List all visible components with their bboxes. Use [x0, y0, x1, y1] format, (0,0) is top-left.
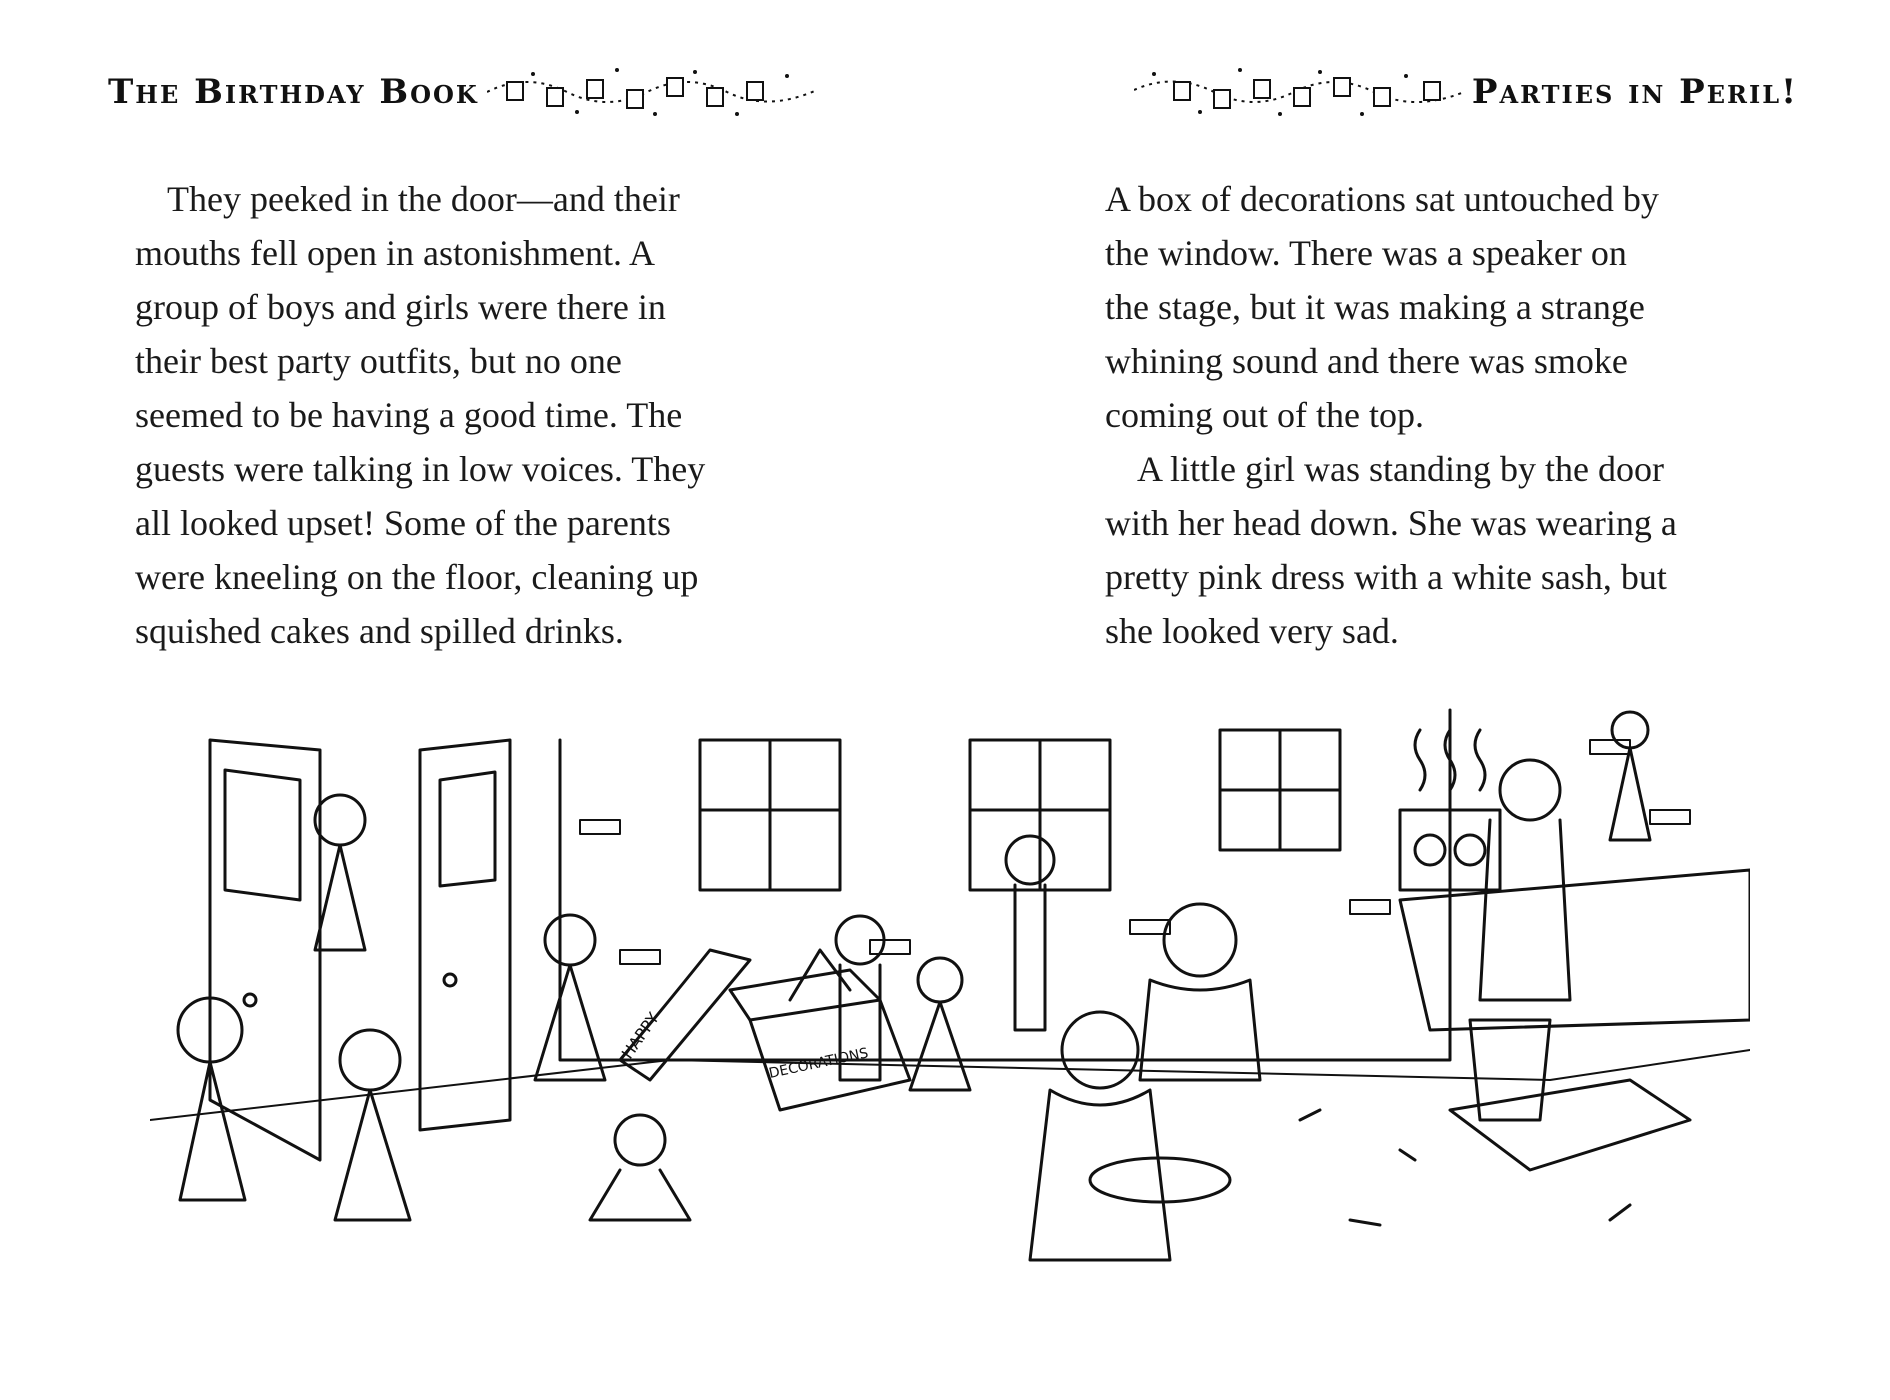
left-running-header [108, 62, 825, 122]
window [970, 740, 1110, 890]
parent-figure [1030, 1012, 1230, 1260]
decorations-box-label: DECORATIONS [767, 1045, 870, 1082]
child-figure [535, 915, 605, 1080]
gift-garland-icon [487, 62, 817, 122]
parent-figure [1140, 904, 1260, 1080]
text-line: pretty pink dress with a white sash, but [1105, 557, 1667, 597]
text-line: with her head down. She was wearing a [1105, 503, 1677, 543]
party-scene-illustration [150, 700, 1750, 1340]
parent-figure [1480, 760, 1570, 1000]
child-figure [1610, 712, 1650, 840]
text-line: mouths fell open in astonishment. A [135, 233, 655, 273]
child-figure [910, 958, 970, 1090]
text-line: squished cakes and spilled drinks. [135, 611, 624, 651]
left-header-title: The Birthday Book [108, 72, 479, 112]
text-line: she looked very sad. [1105, 611, 1399, 651]
window [700, 740, 840, 890]
decorations-box [730, 950, 910, 1110]
text-line: the window. There was a speaker on [1105, 233, 1627, 273]
right-running-header [1126, 62, 1798, 122]
child-figure [1006, 836, 1054, 1030]
child-figure [315, 795, 365, 950]
text-line: their best party outfits, but no one [135, 341, 622, 381]
window [1220, 730, 1340, 850]
text-line: whining sound and there was smoke [1105, 341, 1628, 381]
text-line: all looked upset! Some of the parents [135, 503, 671, 543]
right-page-text [1105, 172, 1785, 658]
happy-banner-label: HAPPY [617, 1009, 663, 1063]
text-line: A little girl was standing by the door [1137, 449, 1664, 489]
gift-garland-icon [1134, 62, 1464, 122]
text-line: the stage, but it was making a strange [1105, 287, 1645, 327]
text-line: seemed to be having a good time. The [135, 395, 683, 435]
right-header-title: Parties in Peril! [1471, 72, 1798, 112]
child-figure [590, 1115, 690, 1220]
text-line: were kneeling on the floor, cleaning up [135, 557, 699, 597]
child-figure [335, 1030, 410, 1220]
text-line: They peeked in the door—and their [167, 179, 680, 219]
text-line: guests were talking in low voices. They [135, 449, 706, 489]
left-page-text [135, 172, 815, 658]
text-line: coming out of the top. [1105, 395, 1424, 435]
text-line: group of boys and girls were there in [135, 287, 666, 327]
text-line: A box of decorations sat untouched by [1105, 179, 1659, 219]
